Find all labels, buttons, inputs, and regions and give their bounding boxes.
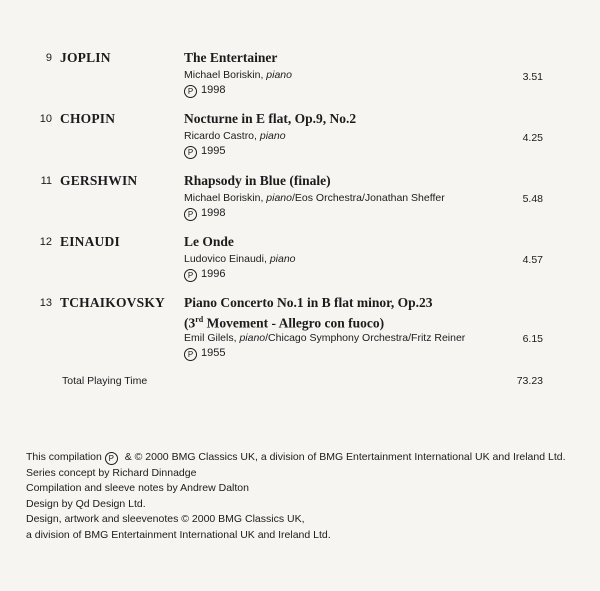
phonogram-icon: P [184,146,197,159]
track-phonogram [184,347,225,361]
performer-role: piano [266,192,292,204]
track-performer [184,253,296,265]
credits-line: Design, artwork and sleevenotes © 2000 BMG Classics UK, [26,513,305,526]
total-playing-time-label: Total Playing Time [62,375,148,387]
track-year: 1998 [201,207,226,219]
credits-line: Series concept by Richard Dinnadge [26,466,197,479]
track-subtitle [184,312,524,332]
track-number: 9 [45,52,52,64]
performer-role: piano [269,253,296,265]
credits-line: Design by Qd Design Ltd. [26,497,146,510]
track-duration: 4.25 [522,132,543,144]
track-duration: 4.57 [522,254,543,266]
performer-ensemble: /Chicago Symphony Orchestra/Fritz Reiner [265,332,466,344]
performer-name: Ludovico Einaudi, [184,253,270,265]
track-year: 1998 [201,84,226,96]
performer-role: piano [259,130,286,142]
track-number: 10 [39,113,52,125]
copyright-icon: © [134,451,143,463]
credits-text: This compilation [26,451,105,463]
performer-name: Ricardo Castro, [184,130,260,142]
track-year: 1955 [201,347,226,359]
phonogram-icon: P [184,348,197,361]
track-year: 1995 [201,145,226,157]
performer-name: Michael Boriskin, [184,69,267,81]
track-phonogram [184,207,225,221]
track-number: 11 [40,175,52,187]
track-title: Nocturne in E flat, Op.9, No.2 [184,111,357,126]
track-performer [184,192,445,204]
subtitle-text: (3 [184,315,196,331]
credits-line: a division of BMG Entertainment International UK and Ireland Ltd. [26,528,331,541]
track-phonogram [184,268,225,282]
track-performer [184,130,286,142]
subtitle-text: Movement - Allegro con fuoco) [203,315,385,331]
track-composer: CHOPIN [60,111,116,126]
credits-text: 2000 BMG Classics UK, a division of BMG Entertainment International UK and Ireland Ltd. [142,451,566,463]
credits-block [26,450,566,544]
track-year: 1996 [201,268,226,280]
track-duration: 3.51 [522,71,543,83]
track-title: The Entertainer [184,50,278,65]
track-duration: 5.48 [522,193,543,205]
track-title: Piano Concerto No.1 in B flat minor, Op.23 [184,295,433,310]
phonogram-icon: P [184,269,197,282]
subtitle-ordinal: rd [195,315,204,324]
performer-role: piano [266,69,292,81]
track-performer [184,332,465,344]
track-number: 13 [39,297,52,309]
track-composer: TCHAIKOVSKY [60,295,165,310]
phonogram-icon: P [184,208,197,221]
credits-text: & [121,451,135,463]
track-duration: 6.15 [522,333,543,345]
track-title: Rhapsody in Blue (finale) [184,173,331,188]
performer-role: piano [239,332,266,344]
phonogram-icon: P [105,452,118,465]
track-title: Le Onde [184,234,234,249]
performer-name: Michael Boriskin, [184,192,267,204]
performer-ensemble: /Eos Orchestra/Jonathan Sheffer [291,192,445,204]
total-playing-time-value: 73.23 [516,375,543,387]
track-phonogram [184,84,225,98]
track-composer: JOPLIN [60,50,111,65]
track-phonogram [184,145,225,159]
performer-name: Emil Gilels, [184,332,240,344]
credits-line [26,450,566,466]
phonogram-icon: P [184,85,197,98]
track-composer: GERSHWIN [60,173,138,188]
credits-line: Compilation and sleeve notes by Andrew Dalton [26,482,249,495]
track-composer: EINAUDI [60,234,120,249]
track-performer [184,69,292,81]
track-number: 12 [39,236,52,248]
